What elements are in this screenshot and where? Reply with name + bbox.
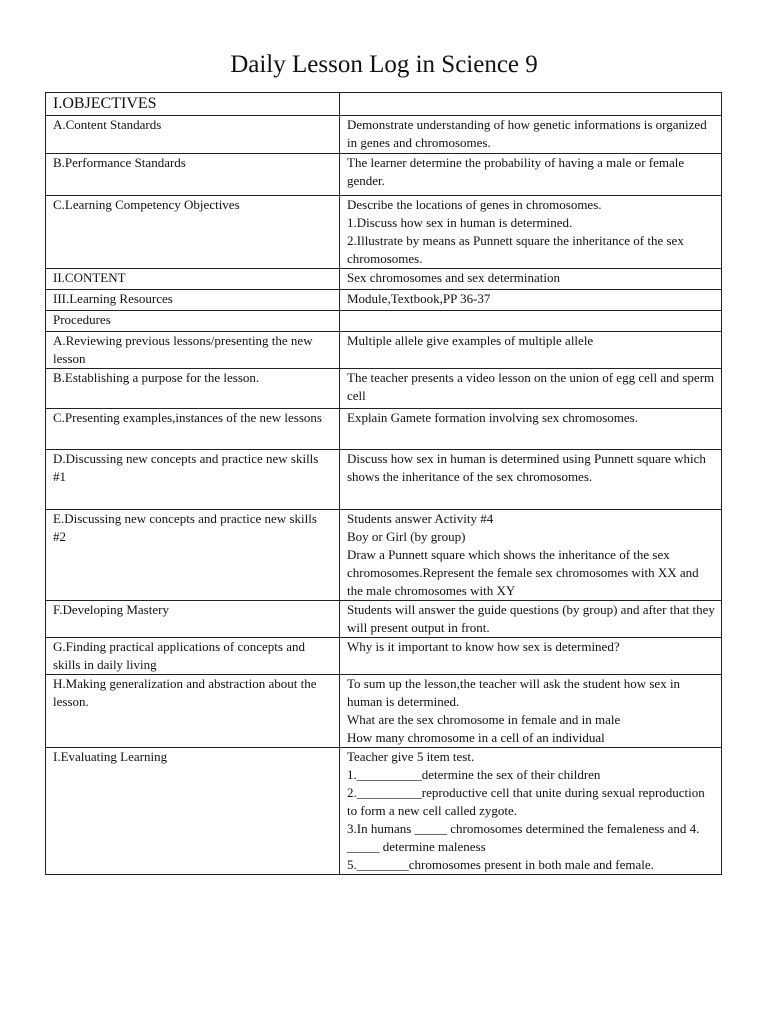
row-content xyxy=(340,510,722,601)
row-content xyxy=(340,409,722,450)
content-line: 1.__________determine the sex of their children xyxy=(347,767,601,782)
row-label: II.CONTENT xyxy=(46,269,340,290)
content-line: 2.__________reproductive cell that unite during sexual reproduction to form a new cell called zygote. xyxy=(347,785,705,818)
table-row-procedures xyxy=(46,311,722,332)
content-line: Students answer Activity #4 xyxy=(347,511,494,526)
row-label: III.Learning Resources xyxy=(46,290,340,311)
row-label: I.Evaluating Learning xyxy=(46,748,340,875)
lesson-log-table xyxy=(45,92,722,875)
content-line: The learner determine the probability of having a male or female gender. xyxy=(347,155,685,188)
content-line: How many chromosome in a cell of an individual xyxy=(347,730,605,745)
content-line: Sex chromosomes and sex determination xyxy=(347,270,561,285)
row-content xyxy=(340,748,722,875)
row-content xyxy=(340,675,722,748)
content-line: 2.Illustrate by means as Punnett square the inheritance of the sex chromosomes. xyxy=(347,233,684,266)
row-label: G.Finding practical applications of concepts and skills in daily living xyxy=(46,638,340,675)
content-line: Teacher give 5 item test. xyxy=(347,749,475,764)
content-line: 5.________chromosomes present in both male and female. xyxy=(347,857,654,872)
row-label: B.Establishing a purpose for the lesson. xyxy=(46,369,340,409)
row-label: I.OBJECTIVES xyxy=(46,93,340,116)
content-line: To sum up the lesson,the teacher will ask the student how sex in human is determined. xyxy=(347,676,681,709)
row-label: Procedures xyxy=(46,311,340,332)
content-line: Discuss how sex in human is determined using Punnett square which shows the inheritance of the sex chromosomes. xyxy=(347,451,706,484)
row-label: H.Making generalization and abstraction about the lesson. xyxy=(46,675,340,748)
row-label: A.Reviewing previous lessons/presenting the new lesson xyxy=(46,332,340,369)
content-line: What are the sex chromosome in female and in male xyxy=(347,712,621,727)
row-content xyxy=(340,369,722,409)
content-line: The teacher presents a video lesson on the union of egg cell and sperm cell xyxy=(347,370,715,403)
row-content xyxy=(340,311,722,332)
table-row-learning-resources xyxy=(46,290,722,311)
content-line: 1.Discuss how sex in human is determined. xyxy=(347,215,573,230)
row-content xyxy=(340,116,722,154)
table-row-learning-competency xyxy=(46,196,722,269)
row-content xyxy=(340,601,722,638)
row-label: C.Learning Competency Objectives xyxy=(46,196,340,269)
table-row-objectives xyxy=(46,93,722,116)
row-label: C.Presenting examples,instances of the new lessons xyxy=(46,409,340,450)
table-row-reviewing xyxy=(46,332,722,369)
table-row-content-standards xyxy=(46,116,722,154)
content-line: Boy or Girl (by group) xyxy=(347,529,466,544)
table-row-developing-mastery xyxy=(46,601,722,638)
content-line: Multiple allele give examples of multiple allele xyxy=(347,333,594,348)
content-line: Students will answer the guide questions (by group) and after that they will present output in front. xyxy=(347,602,715,635)
content-line: Describe the locations of genes in chromosomes. xyxy=(347,197,602,212)
table-row-practical-applications xyxy=(46,638,722,675)
row-content xyxy=(340,154,722,196)
content-line: Draw a Punnett square which shows the inheritance of the sex chromosomes.Represent the female sex chromosomes with XX and the male chromosomes with XY xyxy=(347,547,699,598)
row-content xyxy=(340,638,722,675)
content-line: 3.In humans _____ chromosomes determined the femaleness and 4. _____ determine maleness xyxy=(347,821,700,854)
table-row-generalization xyxy=(46,675,722,748)
row-content xyxy=(340,269,722,290)
row-content xyxy=(340,93,722,116)
table-row-performance-standards xyxy=(46,154,722,196)
table-row-discussing-1 xyxy=(46,450,722,510)
content-line: Why is it important to know how sex is determined? xyxy=(347,639,620,654)
row-label: B.Performance Standards xyxy=(46,154,340,196)
row-content xyxy=(340,196,722,269)
content-line: Demonstrate understanding of how genetic informations is organized in genes and chromosomes. xyxy=(347,117,707,150)
table-row-presenting-examples xyxy=(46,409,722,450)
row-content xyxy=(340,332,722,369)
row-label: F.Developing Mastery xyxy=(46,601,340,638)
table-row-evaluating xyxy=(46,748,722,875)
content-line: Module,Textbook,PP 36-37 xyxy=(347,291,491,306)
page-title: Daily Lesson Log in Science 9 xyxy=(230,51,538,78)
row-label: A.Content Standards xyxy=(46,116,340,154)
row-content xyxy=(340,450,722,510)
row-content xyxy=(340,290,722,311)
row-label: D.Discussing new concepts and practice new skills #1 xyxy=(46,450,340,510)
table-row-purpose xyxy=(46,369,722,409)
row-label: E.Discussing new concepts and practice new skills #2 xyxy=(46,510,340,601)
table-row-discussing-2 xyxy=(46,510,722,601)
content-line: Explain Gamete formation involving sex chromosomes. xyxy=(347,410,638,425)
table-row-content xyxy=(46,269,722,290)
